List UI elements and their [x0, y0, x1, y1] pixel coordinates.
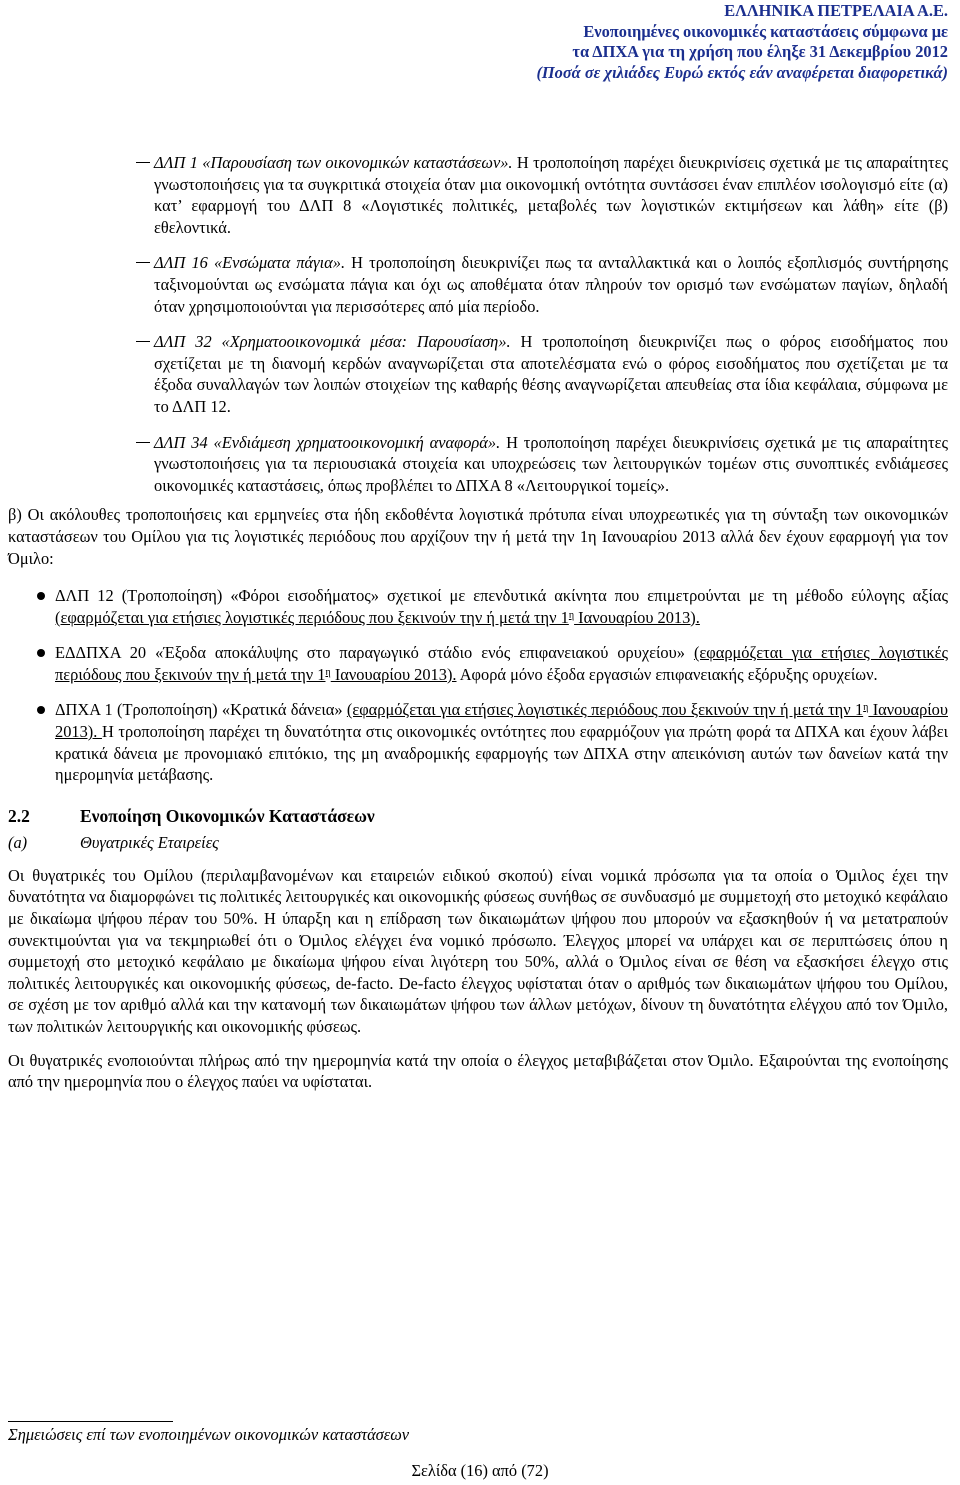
page-header: [536, 1, 948, 83]
bullet-item: [8, 642, 948, 685]
page-number: Σελίδα (16) από (72): [411, 1461, 549, 1480]
dash-marker: [136, 442, 150, 443]
dash-item: [8, 252, 948, 317]
bullet-text: ΔΛΠ 12 (Τροποποίηση) «Φόροι εισοδήματος» σχετικοί με επενδυτικά ακίνητα που επιμετρούνται με τη μέθοδο εύλογης αξίας: [55, 586, 948, 606]
bullet-underlined: Ιανουαρίου 2013).: [330, 664, 457, 684]
bullet-underlined: (εφαρμόζεται για ετήσιες λογιστικές περιόδους που ξεκινούν την ή μετά την 1: [346, 700, 864, 720]
bullet-underlined: (εφαρμόζεται για ετήσιες λογιστικές περιόδους που ξεκινούν την ή μετά την 1: [55, 607, 569, 627]
dash-item-title: ΔΛΠ 1 «Παρουσίαση των οικονομικών καταστάσεων».: [154, 153, 513, 172]
dash-item: [8, 432, 948, 497]
paragraph-consolidation: Οι θυγατρικές ενοποιούνται πλήρως από την ημερομηνία κατά την οποία ο έλεγχος μεταβιβάζεται στον Όμιλο. Εξαιρούνται της ενοποίησης από την ημερομηνία που ο έλεγχος παύει να υφίσταται.: [8, 1050, 948, 1092]
header-line4: (Ποσά σε χιλιάδες Ευρώ εκτός εάν αναφέρεται διαφορετικά): [536, 62, 948, 82]
dash-item-text: Η τροποποίηση παρέχει διευκρινίσεις σχετικά με τις απαραίτητες γνωστοποιήσεις για τα συγκριτικά στοιχεία όταν μια οικονομική οντότητα συντάσσει έναν επιπλέον ισολογισμό είτε (α) κατ’ εφαρμογή του ΔΛΠ 8 «Λογιστικές πολιτικές, μεταβολές των λογιστικών εκτιμήσεων και λάθη» είτε (β) εθελοντικά.: [154, 153, 948, 237]
bullet-sup: η: [568, 609, 575, 621]
bullet-dot: [37, 649, 45, 657]
subsection-title: Θυγατρικές Εταιρείες: [80, 832, 219, 852]
dash-marker: [136, 162, 150, 163]
dash-item-title: ΔΛΠ 16 «Ενσώματα πάγια».: [154, 253, 346, 273]
subsection-heading: [8, 833, 948, 853]
bullet-underlined: Ιανουαρίου 2013).: [574, 607, 700, 627]
subsection-number: (a): [8, 832, 28, 852]
paragraph-b: β) Οι ακόλουθες τροποποιήσεις και ερμηνείες στα ήδη εκδοθέντα λογιστικά πρότυπα είναι υποχρεωτικές για τη σύνταξη των οικονομικών καταστάσεων του Ομίλου για τις λογιστικές περιόδους που αρχίζουν την ή μετά την 1η Ιανουαρίου 2013 αλλά δεν έχουν εφαρμογή για τον Όμιλο:: [8, 505, 948, 568]
dash-item-text: Η τροποποίηση διευκρινίζει πως τα ανταλλακτικά και ο λοιπός εξοπλισμός συντήρησης ταξινομούνται ως ενσώματα πάγια και όχι ως αποθέματα όταν πληρούν τον ορισμό των ενσώματων παγίων, δηλαδή όταν χρησιμοποιούνται για περισσότερες από μία περίοδο.: [154, 253, 948, 316]
header-company: ΕΛΛΗΝΙΚΑ ΠΕΤΡΕΛΑΙΑ Α.Ε.: [724, 1, 948, 20]
dash-marker: [136, 262, 150, 263]
footer-divider: [8, 1421, 173, 1422]
section-number: 2.2: [8, 805, 30, 826]
paragraph-subsidiaries: Οι θυγατρικές του Ομίλου (περιλαμβανομένων και εταιρειών ειδικού σκοπού) είναι νομικά πρόσωπα για τα οποία ο Όμιλος έχει την δυνατότητα να διαμορφώνει τις πολιτικές λειτουργικές και οικονομικής φύσεως συνήθως σε συνδυασμό με συμμετοχή στο μετοχικό κεφάλαιο με δικαίωμα ψήφου πέραν του 50%. Η ύπαρξη και η επίδραση των δικαιωμάτων ψήφου που μπορούν να εξασκηθούν ή να μετατραπούν συνεκτιμούνται για να τεκμηριωθεί ότι ο Όμιλος ελέγχει ένα νομικό πρόσωπο. Έλεγχος μπορεί να υπάρχει και σε περιπτώσεις όπου η συμμετοχή στο μετοχικό κεφάλαιο με δικαίωμα ψήφου είναι λιγότερη του 50%, αλλά ο Όμιλος είναι σε θέση να εξασκήσει έλεγχο στις πολιτικές λειτουργικές και οικονομικής φύσεως, de-facto. De-facto έλεγχος υφίσταται όταν ο αριθμός των δικαιωμάτων ψήφου του Ομίλου, σε σχέση με τον αριθμό αλλά και την κατανομή των δικαιωμάτων ψήφου των άλλων μετόχων, δίνουν τη δυνατότητα ελέγχου από τον Όμιλο, των πολιτικών λειτουργικής και οικονομικής φύσεως.: [8, 865, 948, 1036]
dash-item-text: Η τροποποίηση διευκρινίζει πως ο φόρος εισοδήματος που σχετίζεται με τη διανομή κερδών αναγνωρίζεται στα αποτελέσματα ενώ ο φόρος εισοδήματος που σχετίζεται με τα έξοδα συναλλαγών των λοιπών στοιχείων της καθαρής θέσης αναγνωρίζεται απευθείας στα ίδια κεφάλαια, σύμφωνα με το ΔΛΠ 12.: [154, 332, 948, 416]
bullet-text: ΕΔΔΠΧΑ 20 «Έξοδα αποκάλυψης στο παραγωγικό στάδιο ενός επιφανειακού ορυχείου»: [55, 643, 694, 663]
bullet-text: Η τροποποίηση παρέχει τη δυνατότητα στις οικονομικές οντότητες που εφαρμόζουν για πρώτη φορά τα ΔΠΧΑ και έχουν λάβει κρατικά δάνεια με προνομιακό επιτόκιο, της μη αναδρομικής εφαρμογής των ΔΠΧΑ στην απεικόνιση αυτών των δανείων κατά την ημερομηνία μετάβασης.: [55, 722, 949, 785]
document-body: [8, 152, 948, 1093]
bullet-item: [8, 699, 948, 785]
bullet-sup: η: [325, 666, 331, 678]
dash-item-text: Η τροποποίηση παρέχει διευκρινίσεις σχετικά με τις απαραίτητες γνωστοποιήσεις για τα περιουσιακά στοιχεία και υποχρεώσεις των λειτουργικών τομέων στις συνοπτικές ενδιάμεσες οικονομικές καταστάσεις, όπως προβλέπει το ΔΠΧΑ 8 «Λειτουργικοί τομείς».: [154, 432, 948, 495]
bullet-dot: [37, 706, 45, 714]
section-heading: [8, 806, 948, 827]
bullet-underlined: (εφαρμόζεται για ετήσιες λογιστικές περιόδους που ξεκινούν την ή μετά την 1: [55, 643, 948, 684]
bullet-text: ΔΠΧΑ 1 (Τροποποίηση) «Κρατικά δάνεια»: [55, 700, 347, 720]
bullet-item: [8, 585, 948, 628]
section-title: Ενοποίηση Οικονομικών Καταστάσεων: [80, 805, 375, 826]
dash-item-title: ΔΛΠ 34 «Ενδιάμεση χρηματοοικονομική αναφορά».: [154, 432, 501, 452]
footer-note: Σημειώσεις επί των ενοποιημένων οικονομικών καταστάσεων: [8, 1425, 410, 1444]
dash-item: [8, 331, 948, 417]
dash-marker: [136, 341, 150, 342]
dash-item: [8, 152, 948, 238]
bullet-dot: [37, 592, 45, 600]
bullet-sup: η: [863, 702, 869, 714]
dash-item-title: ΔΛΠ 32 «Χρηματοοικονομικά μέσα: Παρουσίαση».: [154, 332, 511, 352]
header-line2: Ενοποιημένες οικονομικές καταστάσεις σύμφωνα με: [583, 21, 948, 41]
bullet-text: Αφορά μόνο έξοδα εργασιών επιφανειακής εξόρυξης ορυχείων.: [456, 664, 878, 684]
header-line3: τα ΔΠΧΑ για τη χρήση που έληξε 31 Δεκεμβρίου 2012: [572, 42, 948, 61]
bullet-underlined: Ιανουαρίου 2013).: [55, 700, 948, 742]
